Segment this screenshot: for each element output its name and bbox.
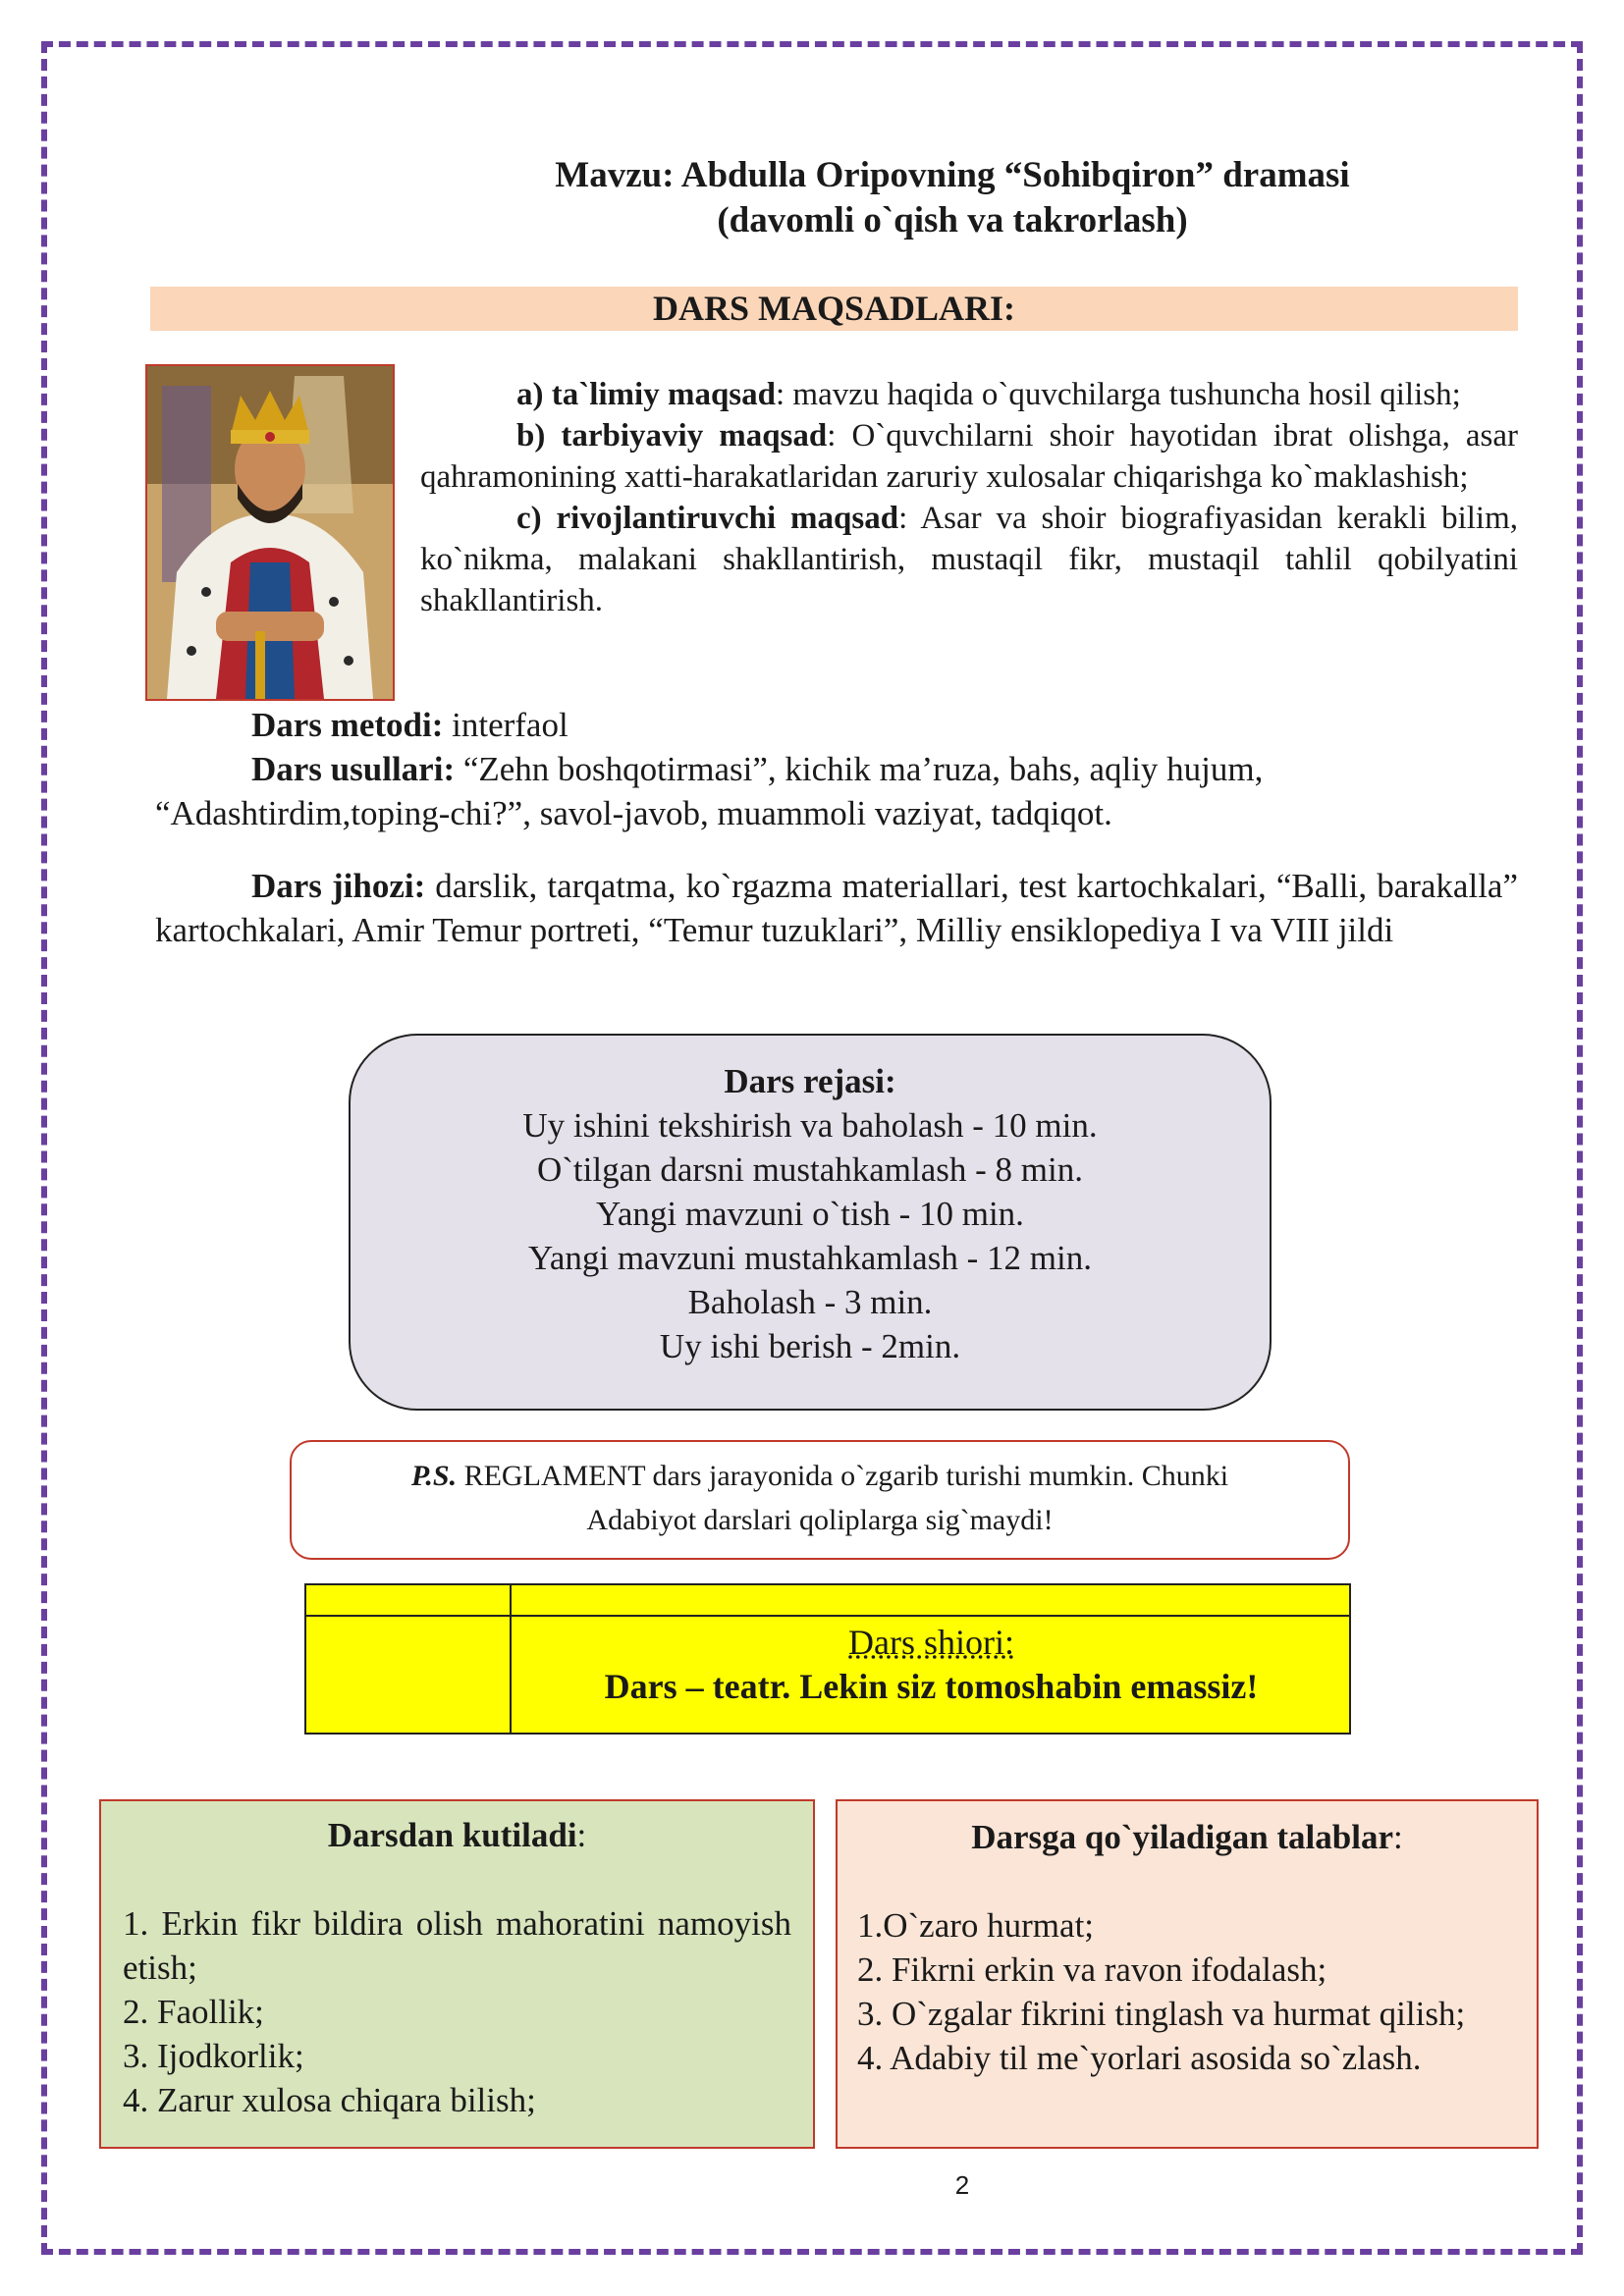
ps-line-2: Adabiyot darslari qoliplarga sig`maydi!: [586, 1504, 1054, 1536]
expected-colon: :: [576, 1816, 587, 1854]
ps-line-1: REGLAMENT dars jarayonida o`zgarib turishi mumkin. Chunki: [457, 1460, 1229, 1492]
techniques-label: Dars usullari:: [251, 750, 456, 788]
expected-item: 2. Faollik;: [123, 1993, 264, 2031]
method-value: interfaol: [443, 706, 568, 744]
lesson-motto-box: [304, 1583, 1351, 1735]
ps-note: [290, 1440, 1350, 1560]
motto-label: Dars shiori:: [848, 1623, 1014, 1662]
equipment-label: Dars jihozi:: [251, 867, 426, 905]
goal-text: : Asar va shoir biografiyasidan kerakli bilim, ko`nikma, malakani shakllantirish, mustaqil fikr, mustaqil tahlil qobilyatini shakllantirish.: [420, 501, 1518, 618]
requirement-item: 2. Fikrni erkin va ravon ifodalash;: [857, 1950, 1327, 1989]
requirement-item: 4. Adabiy til me`yorlari asosida so`zlash.: [857, 2039, 1422, 2077]
lesson-equipment: [155, 864, 1518, 952]
lesson-method: [155, 703, 1520, 835]
expected-item: 3. Ijodkorlik;: [123, 2037, 304, 2075]
expected-title: Darsdan kutiladi: [327, 1816, 577, 1854]
expected-item: 4. Zarur xulosa chiqara bilish;: [123, 2081, 536, 2119]
goals-heading: DARS MAQSADLARI:: [150, 287, 1518, 331]
expected-outcomes-box: [99, 1799, 815, 2149]
amir-temur-portrait-icon: [145, 364, 395, 701]
lesson-plan-box: [349, 1034, 1272, 1411]
requirements-box: [836, 1799, 1539, 2149]
method-row: [155, 703, 1520, 747]
goal-text: : mavzu haqida o`quvchilarga tushuncha hosil qilish;: [776, 377, 1461, 412]
plan-item: Yangi mavzuni mustahkamlash - 12 min.: [528, 1239, 1092, 1277]
requirement-item: 3. O`zgalar fikrini tinglash va hurmat qilish;: [857, 1995, 1466, 2033]
goal-item: [420, 415, 1518, 498]
goal-text: : O`quvchilarni shoir hayotidan ibrat olishga, asar qahramonining xatti-harakatlaridan zaruriy xulosalar chiqarishga ko`maklashish;: [420, 418, 1518, 495]
techniques-value: “Zehn boshqotirmasi”, kichik ma’ruza, bahs, aqliy hujum, “Adashtirdim,toping-chi?”, savol-javob, muammoli vaziyat, tadqiqot.: [155, 750, 1264, 832]
goal-item: [420, 498, 1518, 621]
techniques-row: [155, 747, 1520, 835]
expected-item: 1. Erkin fikr bildira olish mahoratini namoyish etish;: [123, 1904, 791, 1987]
page-number: 2: [954, 2170, 970, 2200]
requirement-item: 1.O`zaro hurmat;: [857, 1906, 1095, 1945]
motto-text: Dars – teatr. Lekin siz tomoshabin emassiz!: [604, 1667, 1259, 1706]
goal-label: c) rivojlantiruvchi maqsad: [516, 501, 899, 536]
title-line-1: Mavzu: Abdulla Oripovning “Sohibqiron” dramasi: [555, 155, 1350, 195]
plan-title: Dars rejasi:: [724, 1062, 896, 1100]
requirements-colon: :: [1393, 1818, 1403, 1856]
requirements-title: Darsga qo`yiladigan talablar: [971, 1818, 1394, 1856]
motto-divider-horizontal: [306, 1615, 1349, 1617]
title-line-2: (davomli o`qish va takrorlash): [717, 200, 1188, 240]
ps-label: P.S.: [410, 1460, 458, 1492]
plan-item: O`tilgan darsni mustahkamlash - 8 min.: [536, 1150, 1084, 1189]
goal-label: a) ta`limiy maqsad: [516, 377, 776, 412]
goal-label: b) tarbiyaviy maqsad: [516, 418, 828, 454]
goal-item: [420, 374, 1518, 415]
plan-item: Baholash - 3 min.: [687, 1283, 933, 1321]
equipment-value: darslik, tarqatma, ko`rgazma materiallari, test kartochkalari, “Balli, barakalla” kartochkalari, Amir Temur portreti, “Temur tuzuklari”, Milliy ensiklopediya I va VIII jildi: [155, 867, 1518, 949]
plan-item: Yangi mavzuni o`tish - 10 min.: [596, 1195, 1024, 1233]
method-label: Dars metodi:: [251, 706, 444, 744]
goals-list: [420, 374, 1518, 621]
page-title: [412, 153, 1492, 243]
plan-item: Uy ishi berish - 2min.: [659, 1327, 961, 1365]
plan-item: Uy ishini tekshirish va baholash - 10 min.: [522, 1106, 1098, 1145]
